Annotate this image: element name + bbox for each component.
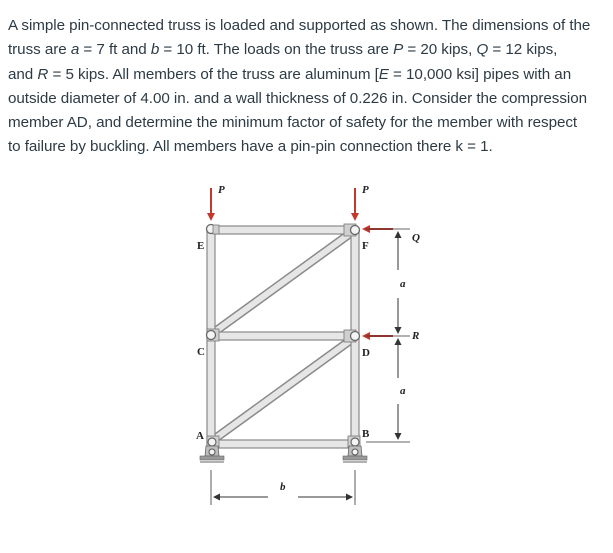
- label-a-upper: a: [400, 278, 406, 290]
- label-a-lower: a: [400, 385, 406, 397]
- label-C: C: [197, 346, 205, 358]
- member-EF: [212, 226, 356, 234]
- problem-line-3: and R = 5 kips. All members of the truss are aluminum [E = 10,000 ksi] pipes with an: [8, 65, 572, 83]
- member-AD: [213, 337, 355, 440]
- joint-F: [344, 224, 360, 236]
- joint-C: [207, 329, 220, 341]
- label-P-right: P: [362, 184, 369, 196]
- label-R: R: [412, 330, 420, 342]
- label-A: A: [196, 430, 204, 442]
- joint-E: [207, 225, 220, 235]
- label-Q: Q: [412, 232, 420, 244]
- label-b: b: [280, 481, 286, 493]
- label-P-left: P: [218, 184, 225, 196]
- problem-line-4: outside diameter of 4.00 in. and a wall thickness of 0.226 in. Consider the compression: [8, 89, 588, 107]
- member-CF: [213, 230, 355, 333]
- problem-line-2: truss are a = 7 ft and b = 10 ft. The loads on the truss are P = 20 kips, Q = 12 kips,: [8, 41, 558, 59]
- member-CD: [212, 332, 356, 340]
- problem-line-5: member AD, and determine the minimum factor of safety for the member with respect: [8, 114, 578, 132]
- label-F: F: [362, 240, 369, 252]
- problem-line-6: to failure by buckling. All members have a pin-pin connection there k = 1.: [8, 138, 493, 156]
- label-D: D: [362, 347, 370, 359]
- member-AB: [212, 440, 356, 448]
- label-B: B: [362, 428, 370, 440]
- label-E: E: [197, 240, 205, 252]
- problem-line-1: A simple pin-connected truss is loaded and supported as shown. The dimensions of the: [8, 17, 591, 34]
- joint-D: [344, 330, 360, 342]
